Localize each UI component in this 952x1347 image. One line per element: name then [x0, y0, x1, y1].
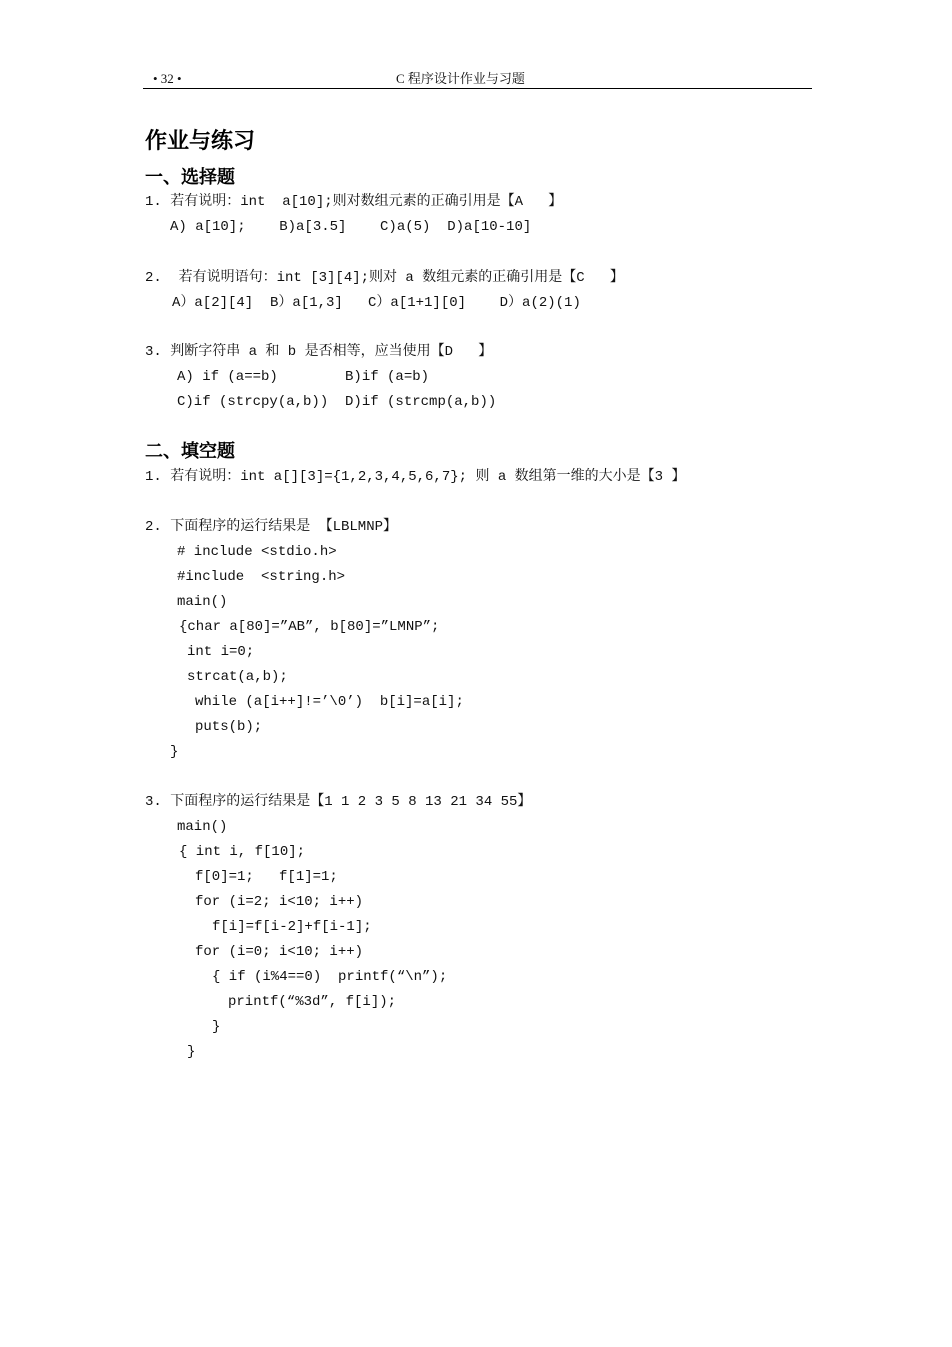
code-line: { if (i%4==0) printf(“\n”); [212, 969, 448, 985]
page-number: • 32 • [153, 71, 182, 86]
code-line: f[0]=1; f[1]=1; [195, 869, 338, 885]
choice-q3-options-row1: A) if (a==b) B)if (a=b) [177, 369, 430, 385]
choice-q1-options: A) a[10]; B)a[3.5] C)a(5) D)a[10-10] [170, 219, 532, 235]
choice-q1-stem: 1. 若有说明：int a[10];则对数组元素的正确引用是【A 】 [145, 194, 563, 210]
fill-q3-stem: 3. 下面程序的运行结果是【1 1 2 3 5 8 13 21 34 55】 [145, 794, 532, 810]
fill-q2-stem: 2. 下面程序的运行结果是 【LBLMNP】 [145, 519, 398, 535]
code-line: {char a[80]=”AB”, b[80]=”LMNP”; [179, 619, 440, 635]
section-heading-multiple-choice: 一、选择题 [145, 167, 235, 188]
code-line: main() [177, 594, 228, 610]
code-line: { int i, f[10]; [179, 844, 306, 860]
code-line: while (a[i++]!=’\0’) b[i]=a[i]; [195, 694, 464, 710]
book-title: C 程序设计作业与习题 [396, 71, 525, 86]
fill-q1-stem: 1. 若有说明：int a[][3]={1,2,3,4,5,6,7}; 则 a 数组第一维的大小是【3 】 [145, 469, 686, 485]
code-line: #include <string.h> [177, 569, 346, 585]
code-line: puts(b); [195, 719, 263, 735]
code-line: } [212, 1019, 221, 1035]
code-line: for (i=0; i<10; i++) [195, 944, 364, 960]
code-line: printf(“%3d”, f[i]); [228, 994, 397, 1010]
code-line: f[i]=f[i-2]+f[i-1]; [212, 919, 372, 935]
choice-q3-options-row2: C)if (strcpy(a,b)) D)if (strcmp(a,b)) [177, 394, 497, 410]
page-title: 作业与练习 [145, 128, 256, 154]
header-rule [143, 88, 812, 89]
code-line: # include <stdio.h> [177, 544, 337, 560]
section-heading-fill-blank: 二、填空题 [145, 441, 235, 462]
code-line: main() [177, 819, 228, 835]
choice-q2-options: A）a[2][4] B）a[1,3] C）a[1+1][0] D）a(2)(1) [172, 295, 581, 311]
code-line: int i=0; [187, 644, 255, 660]
code-line: } [170, 744, 179, 760]
code-line: } [187, 1044, 196, 1060]
choice-q3-stem: 3. 判断字符串 a 和 b 是否相等，应当使用【D 】 [145, 344, 493, 360]
code-line: strcat(a,b); [187, 669, 288, 685]
code-line: for (i=2; i<10; i++) [195, 894, 364, 910]
choice-q2-stem: 2. 若有说明语句：int [3][4];则对 a 数组元素的正确引用是【C 】 [145, 270, 624, 286]
